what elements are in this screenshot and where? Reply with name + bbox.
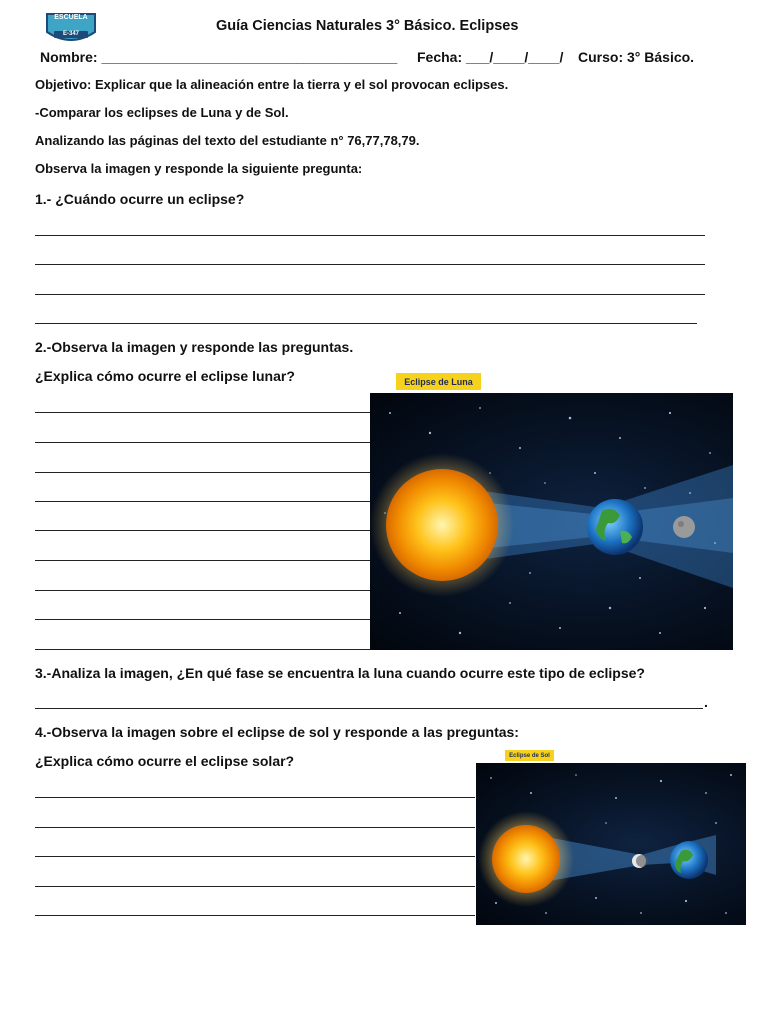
- answer-line-q1-4[interactable]: [35, 323, 697, 324]
- objective-text: Objetivo: Explicar que la alineación entre la tierra y el sol provocan eclipses.: [35, 77, 509, 92]
- logo-text-bottom: E-347: [62, 31, 79, 37]
- answer-line-q4-4[interactable]: [35, 886, 475, 887]
- question-1: 1.- ¿Cuándo ocurre un eclipse?: [35, 191, 245, 207]
- solar-eclipse-image: [476, 763, 746, 925]
- answer-line-q2-6[interactable]: [35, 560, 370, 561]
- lunar-eclipse-image: [370, 393, 733, 650]
- answer-line-q4-1[interactable]: [35, 797, 475, 798]
- answer-line-q3-endmark: .: [704, 694, 708, 710]
- answer-line-q4-2[interactable]: [35, 827, 475, 828]
- answer-line-q2-9[interactable]: [35, 649, 370, 650]
- question-2-heading: 2.-Observa la imagen y responde las preguntas.: [35, 339, 354, 355]
- logo-text-top: ESCUELA: [54, 14, 88, 21]
- answer-line-q4-5[interactable]: [35, 915, 475, 916]
- lunar-eclipse-label: Eclipse de Luna: [396, 373, 481, 390]
- school-logo: [44, 10, 98, 46]
- question-4: ¿Explica cómo ocurre el eclipse solar?: [35, 753, 295, 769]
- solar-eclipse-illustration: [476, 763, 746, 925]
- answer-line-q4-3[interactable]: [35, 856, 475, 857]
- answer-line-q2-2[interactable]: [35, 442, 370, 443]
- answer-line-q2-8[interactable]: [35, 619, 370, 620]
- answer-line-q1-3[interactable]: [35, 294, 705, 295]
- answer-line-q1-2[interactable]: [35, 264, 705, 265]
- answer-line-q2-4[interactable]: [35, 501, 370, 502]
- answer-line-q3[interactable]: [35, 708, 703, 709]
- date-field-label: Fecha: ___/____/____/: [417, 49, 564, 65]
- question-4-heading: 4.-Observa la imagen sobre el eclipse de sol y responde a las preguntas:: [35, 724, 519, 740]
- answer-line-q2-3[interactable]: [35, 472, 370, 473]
- answer-line-q2-7[interactable]: [35, 590, 370, 591]
- observe-text: Observa la imagen y responde la siguiente pregunta:: [35, 161, 363, 176]
- course-label: Curso: 3° Básico.: [578, 49, 695, 65]
- answer-line-q2-1[interactable]: [35, 412, 370, 413]
- lunar-eclipse-illustration: [370, 393, 733, 650]
- pages-text: Analizando las páginas del texto del estudiante n° 76,77,78,79.: [35, 133, 420, 148]
- answer-line-q1-1[interactable]: [35, 235, 705, 236]
- compare-text: -Comparar los eclipses de Luna y de Sol.: [35, 105, 289, 120]
- page-title: Guía Ciencias Naturales 3° Básico. Eclipses: [216, 18, 519, 34]
- question-3: 3.-Analiza la imagen, ¿En qué fase se encuentra la luna cuando ocurre este tipo de eclipse?: [35, 665, 645, 681]
- solar-eclipse-label: Eclipse de Sol: [505, 750, 554, 761]
- question-2: ¿Explica cómo ocurre el eclipse lunar?: [35, 368, 295, 384]
- name-field-label: Nombre: ______________________________________: [40, 49, 398, 65]
- answer-line-q2-5[interactable]: [35, 530, 370, 531]
